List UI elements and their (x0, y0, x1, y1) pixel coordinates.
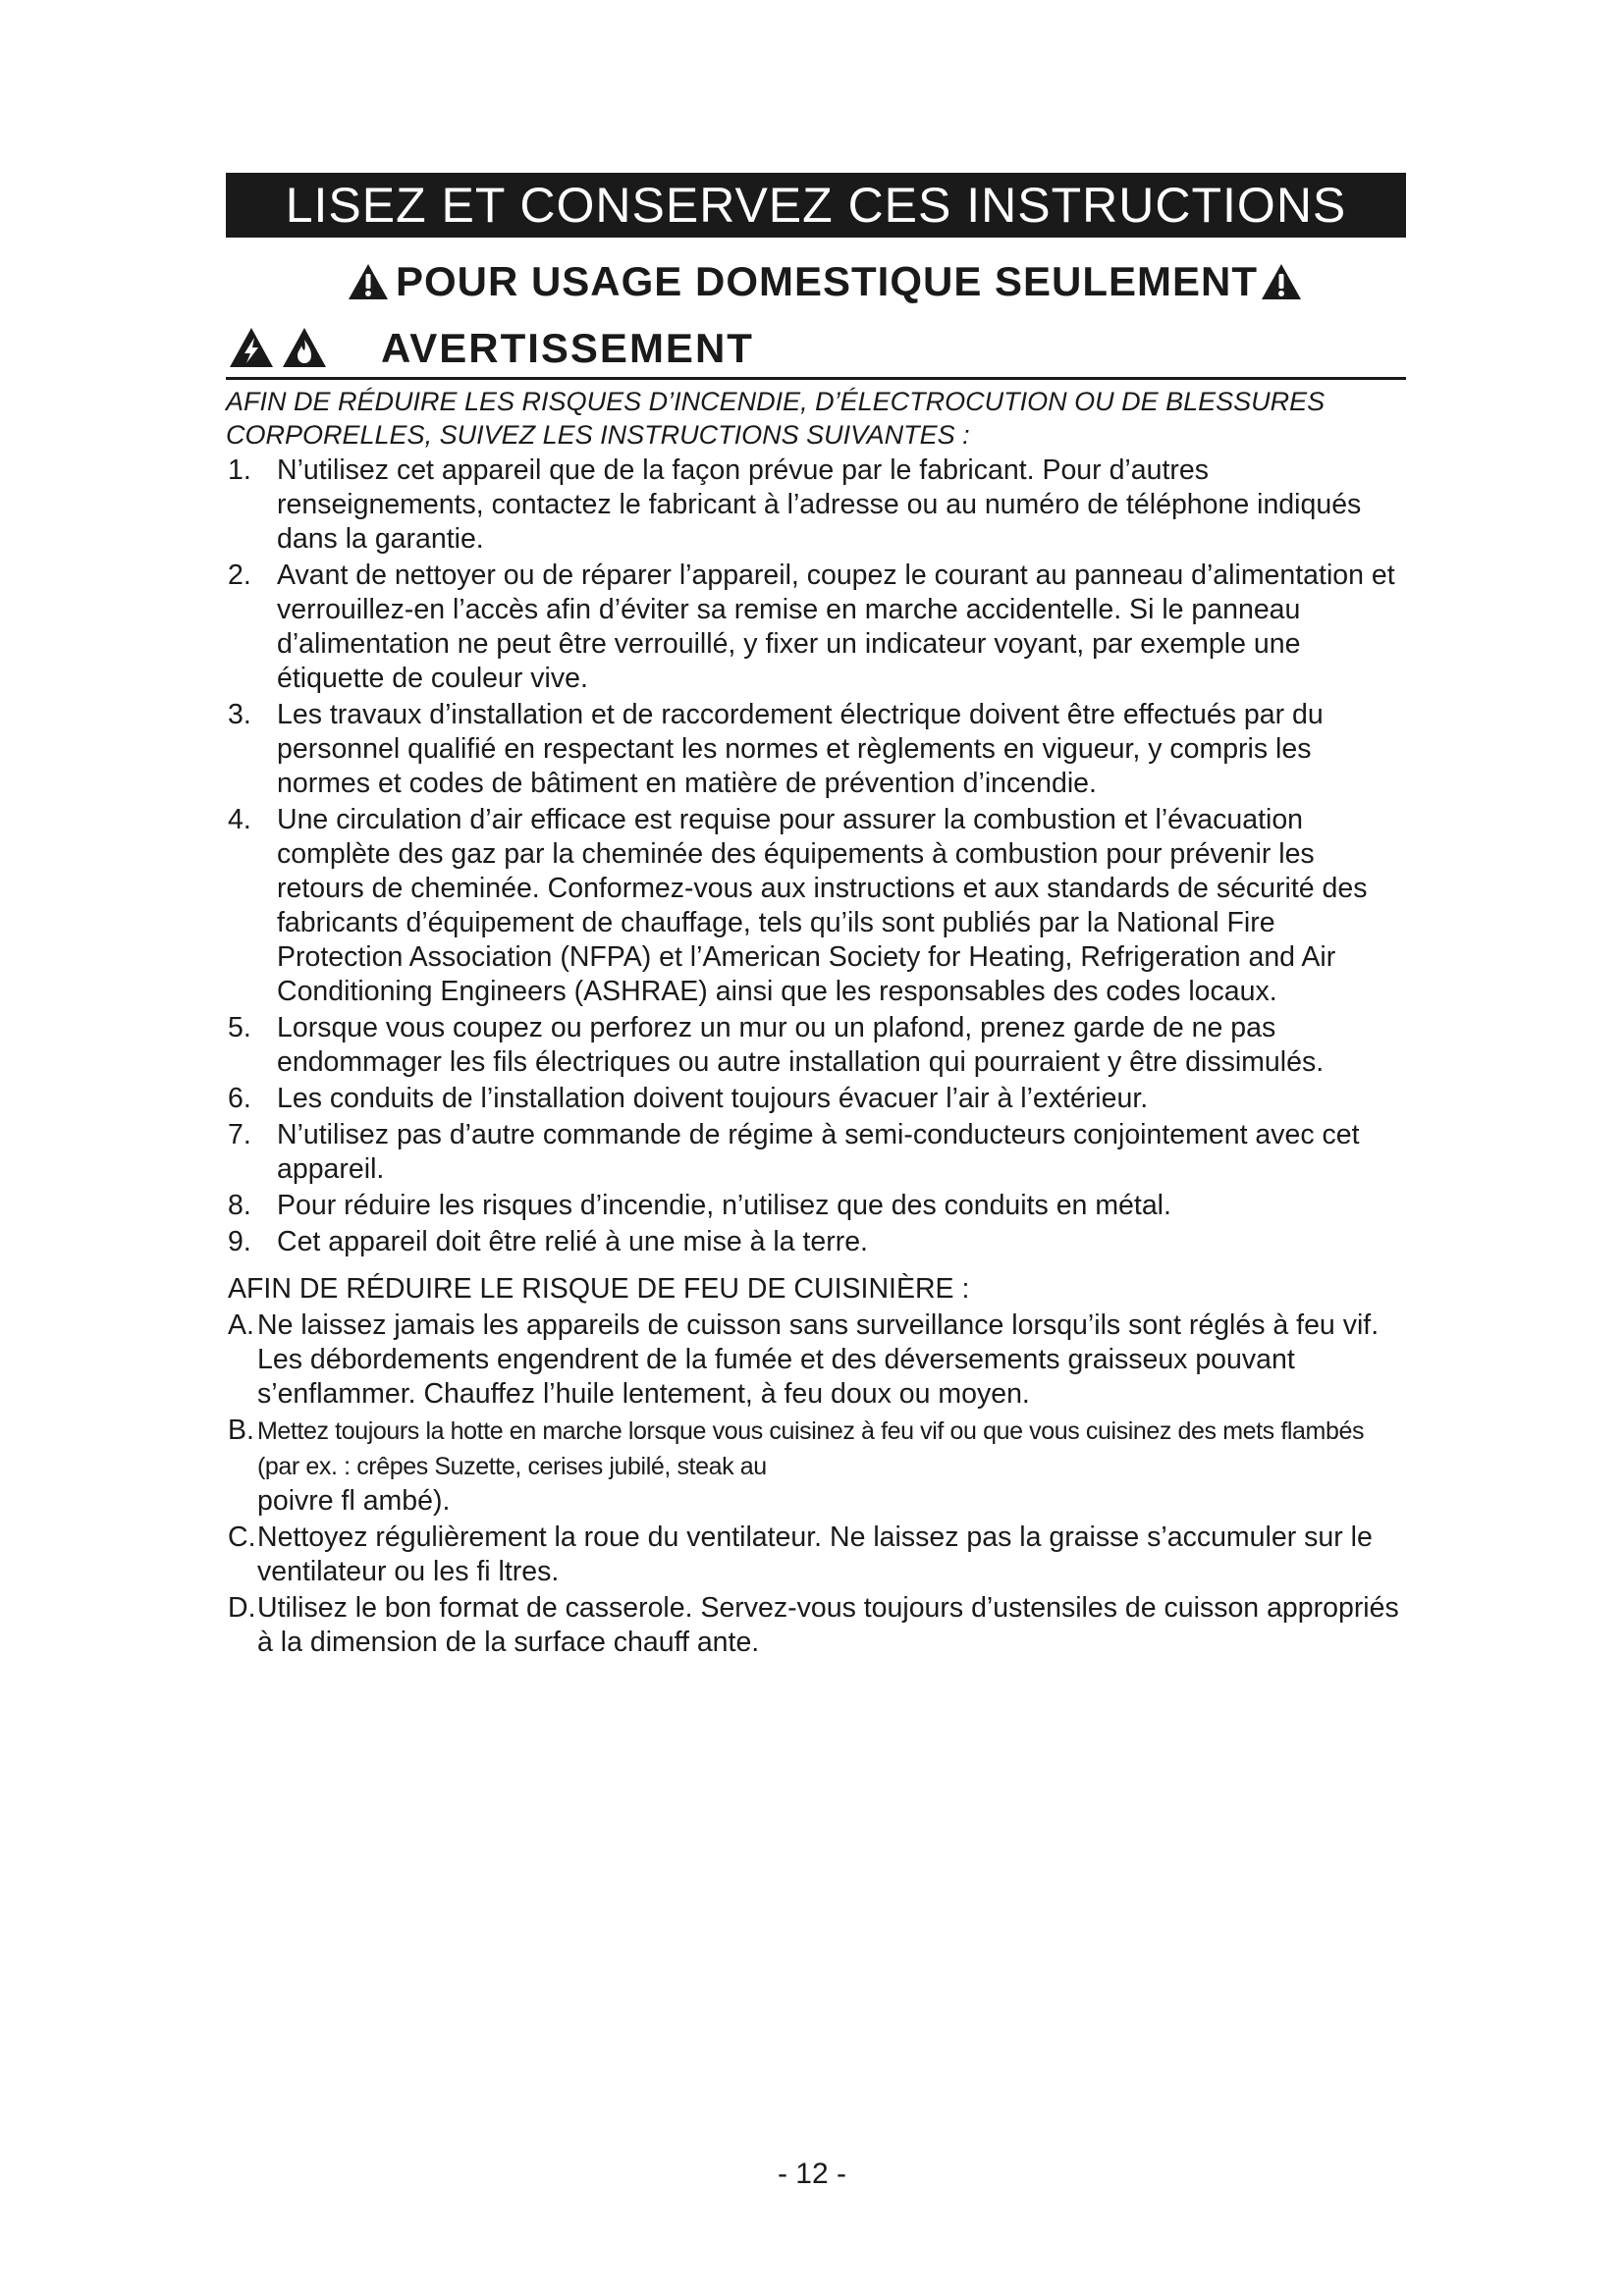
list-item (228, 1225, 1406, 1259)
item-text: Utilisez le bon format de casserole. Servez-vous toujours d’ustensiles de cuisson appropriés à la dimension de la surface chauff ante. (257, 1592, 1399, 1658)
list-item (228, 1591, 1406, 1660)
cooktop-heading: AFIN DE RÉDUIRE LE RISQUE DE FEU DE CUISINIÈRE : (228, 1273, 970, 1305)
item-text: Les travaux d’installation et de raccordement électrique doivent être effectués par du personnel qualifié en respectant les normes et règlements en vigueur, y compris les normes et codes de bâtiment en matière de prévention d’incendie. (277, 699, 1324, 799)
item-text: Une circulation d’air efficace est requise pour assurer la combustion et l’évacuation complète des gaz par la cheminée des équipements à combustion pour prévenir les retours de cheminée. Conformez-vous aux instructions et aux standards de sécurité des fabricants d’équipement de chauffage, tels qu’ils sont publiés par la National Fire Protection Association (NFPA) et l’American Society for Heating, Refrigeration and Air Conditioning Engineers (ASHRAE) ainsi que les responsables des codes locaux. (277, 804, 1368, 1007)
list-item (228, 1414, 1406, 1519)
list-item (228, 1011, 1406, 1080)
item-text: Cet appareil doit être relié à une mise à la terre. (277, 1226, 868, 1257)
list-item (228, 1189, 1406, 1223)
item-text: Mettez toujours la hotte en marche lorsque vous cuisinez à feu vif ou que vous cuisinez des mets flambés (par ex. : crêpes Suzette, cerises jubilé, steak au (257, 1417, 1365, 1480)
cooktop-fire-section (228, 1272, 1406, 1662)
item-number: 7. (228, 1119, 251, 1150)
item-number: 6. (228, 1083, 251, 1114)
list-item (228, 1308, 1406, 1412)
item-text: Nettoyez régulièrement la roue du ventilateur. Ne laissez pas la graisse s’accumuler sur le ventilateur ou les fi ltres. (257, 1522, 1373, 1587)
item-letter: C. (228, 1522, 256, 1553)
list-item (228, 803, 1406, 1009)
warning-triangle-icon (1260, 262, 1303, 301)
item-number: 1. (228, 454, 251, 486)
item-text: Ne laissez jamais les appareils de cuisson sans surveillance lorsqu’ils sont réglés à feu vif. Les débordements engendrent de la fumée et des déversements graisseux pouvant s’enflammer. Chauffez l’huile lentement, à feu doux ou moyen. (257, 1309, 1380, 1410)
list-item (228, 1521, 1406, 1589)
domestic-use-heading (324, 249, 1326, 314)
electric-shock-icon (228, 326, 275, 369)
item-letter: A. (228, 1309, 254, 1341)
item-number: 3. (228, 699, 251, 730)
warning-heading-row (226, 324, 1406, 380)
item-text: Les conduits de l’installation doivent toujours évacuer l’air à l’extérieur. (277, 1083, 1149, 1114)
list-item (228, 559, 1406, 696)
item-number: 5. (228, 1012, 251, 1043)
item-text: Lorsque vous coupez ou perforez un mur ou un plafond, prenez garde de ne pas endommager les fils électriques ou autre installation qui pourraient y être dissimulés. (277, 1012, 1325, 1078)
item-number: 2. (228, 560, 251, 591)
list-item (228, 454, 1406, 557)
instructions-list (228, 454, 1406, 1261)
fire-hazard-icon (281, 326, 328, 369)
item-letter: D. (228, 1592, 256, 1624)
list-item (228, 1118, 1406, 1187)
intro-text: AFIN DE RÉDUIRE LES RISQUES D’INCENDIE, D’ÉLECTROCUTION OU DE BLESSURES CORPORELLES, SUIVEZ LES INSTRUCTIONS SUIVANTES : (226, 387, 1326, 450)
list-item (228, 1082, 1406, 1116)
domestic-use-text: POUR USAGE DOMESTIQUE SEULEMENT (395, 258, 1259, 304)
item-number: 9. (228, 1226, 251, 1257)
warning-title: AVERTISSEMENT (381, 325, 754, 371)
warning-triangle-icon (347, 262, 390, 301)
item-text-continued: poivre fl ambé). (257, 1485, 451, 1517)
title-banner: LISEZ ET CONSERVEZ CES INSTRUCTIONS (226, 173, 1406, 238)
item-number: 8. (228, 1190, 251, 1221)
item-text: Avant de nettoyer ou de réparer l’appareil, coupez le courant au panneau d’alimentation et verrouillez-en l’accès afin d’éviter sa remise en marche accidentelle. Si le panneau d’alimentation ne peut être verrouillé, y fixer un indicateur voyant, par exemple une étiquette de couleur vive. (277, 560, 1395, 694)
item-text: Pour réduire les risques d’incendie, n’utilisez que des conduits en métal. (277, 1190, 1171, 1221)
list-item (228, 698, 1406, 801)
item-text: N’utilisez cet appareil que de la façon prévue par le fabricant. Pour d’autres renseignements, contactez le fabricant à l’adresse ou au numéro de téléphone indiqués dans la garantie. (277, 454, 1362, 555)
item-number: 4. (228, 804, 251, 835)
page-number: - 12 - (777, 2158, 847, 2190)
item-text: N’utilisez pas d’autre commande de régime à semi-conducteurs conjointement avec cet appareil. (277, 1119, 1360, 1185)
item-letter: B. (228, 1415, 254, 1446)
warning-icons (228, 326, 328, 369)
